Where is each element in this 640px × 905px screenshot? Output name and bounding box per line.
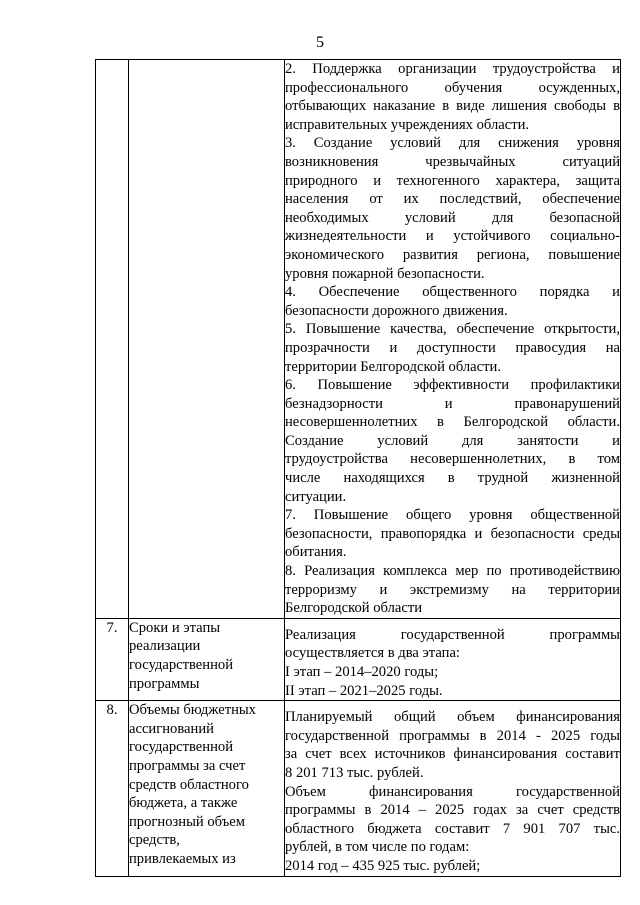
text-line: жизнедеятельности и устойчивого социально- (285, 228, 620, 245)
text-line: отбывающих наказание в виде лишения свободы в (285, 98, 620, 115)
text-line: 2014 год – 435 925 тыс. рублей; (285, 857, 481, 874)
text-line: исправительных учреждениях области. (285, 116, 530, 133)
text-line: экономического развития региона, повышение (285, 246, 620, 263)
text-line: трудоустройства несовершеннолетних, в том (285, 451, 620, 468)
row-description-cell (285, 701, 621, 876)
text-line: Сроки и этапы (129, 619, 221, 636)
text-line: программы в 2014 – 2025 годах за счет средств (285, 802, 620, 819)
text-line: областного бюджета составит 7 901 707 тыс. (285, 820, 620, 837)
text-line: природного и техногенного характера, защита (285, 172, 620, 189)
text-line: бюджета, а также (129, 795, 238, 812)
page-number: 5 (316, 34, 324, 51)
text-line: II этап – 2021–2025 годы. (285, 682, 443, 699)
text-line: 3. Создание условий для снижения уровня (285, 135, 620, 152)
text-line: безопасности дорожного движения. (285, 302, 508, 319)
row-name-cell (129, 60, 285, 619)
row-number-cell: 7. (96, 618, 129, 700)
text-line: возникновения чрезвычайных ситуаций (285, 153, 620, 170)
row-number-cell (96, 60, 129, 619)
text-line: средств, (129, 832, 180, 849)
text-line: рублей, в том числе по годам: (285, 839, 470, 856)
row-number-cell: 8. (96, 701, 129, 876)
text-line: 5. Повышение качества, обеспечение открытости, (285, 321, 620, 338)
text-line: Объемы бюджетных (129, 702, 256, 719)
text-line: населения от их последствий, обеспечение (285, 191, 620, 208)
table-row (96, 618, 621, 700)
text-line: обитания. (285, 544, 347, 561)
program-passport-table (95, 59, 621, 877)
row-name-cell (129, 618, 285, 700)
text-line: несовершеннолетних в Белгородской области. (285, 414, 620, 431)
text-line: прозрачности и доступности правосудия на (285, 339, 620, 356)
text-line: государственной (129, 739, 234, 756)
text-line: ситуации. (285, 488, 347, 505)
text-line: территории Белгородской области. (285, 358, 501, 375)
text-line: безнадзорности и правонарушений (285, 395, 620, 412)
text-line: реализации (129, 638, 201, 655)
text-line: государственной программы в 2014 - 2025 годы (285, 727, 620, 744)
text-line: необходимых условий для безопасной (285, 209, 620, 226)
text-line: 8 201 713 тыс. рублей. (285, 764, 424, 781)
text-line: профессионального обучения осужденных, (285, 79, 620, 96)
text-line: I этап – 2014–2020 годы; (285, 664, 439, 680)
text-line: 4. Обеспечение общественного порядка и (285, 284, 620, 301)
row-description-cell (285, 618, 621, 700)
text-line: Реализация государственной программы (285, 626, 620, 643)
text-line: государственной (129, 657, 234, 673)
text-line: безопасности, правопорядка и безопасности среды (285, 525, 620, 542)
text-line: за счет всех источников финансирования составит (285, 746, 620, 763)
text-line: средств областного (129, 776, 249, 793)
text-line: числе находящихся в трудной жизненной (285, 470, 620, 487)
row-name-cell (129, 701, 285, 876)
text-line: Объем финансирования государственной (285, 783, 620, 800)
text-line: 8. Реализация комплекса мер по противодействию (285, 563, 620, 580)
text-line: 2. Поддержка организации трудоустройства и (285, 61, 620, 77)
text-line: Белгородской области (285, 600, 423, 617)
text-line: привлекаемых из (129, 850, 236, 867)
row-description-cell (285, 60, 621, 619)
text-line: 7. Повышение общего уровня общественной (285, 507, 620, 524)
text-line: Создание условий для занятости и (285, 432, 620, 449)
text-line: программы (129, 675, 200, 692)
text-line: ассигнований (129, 720, 214, 737)
text-line: прогнозный объем (129, 813, 245, 830)
table-row (96, 701, 621, 876)
text-line: уровня пожарной безопасности. (285, 265, 485, 282)
text-line: 6. Повышение эффективности профилактики (285, 377, 620, 394)
text-line: программы за счет (129, 757, 246, 774)
table-row (96, 60, 621, 619)
text-line: Планируемый общий объем финансирования (285, 709, 620, 726)
text-line: осуществляется в два этапа: (285, 645, 460, 662)
text-line: терроризму и экстремизму на территории (285, 581, 620, 598)
